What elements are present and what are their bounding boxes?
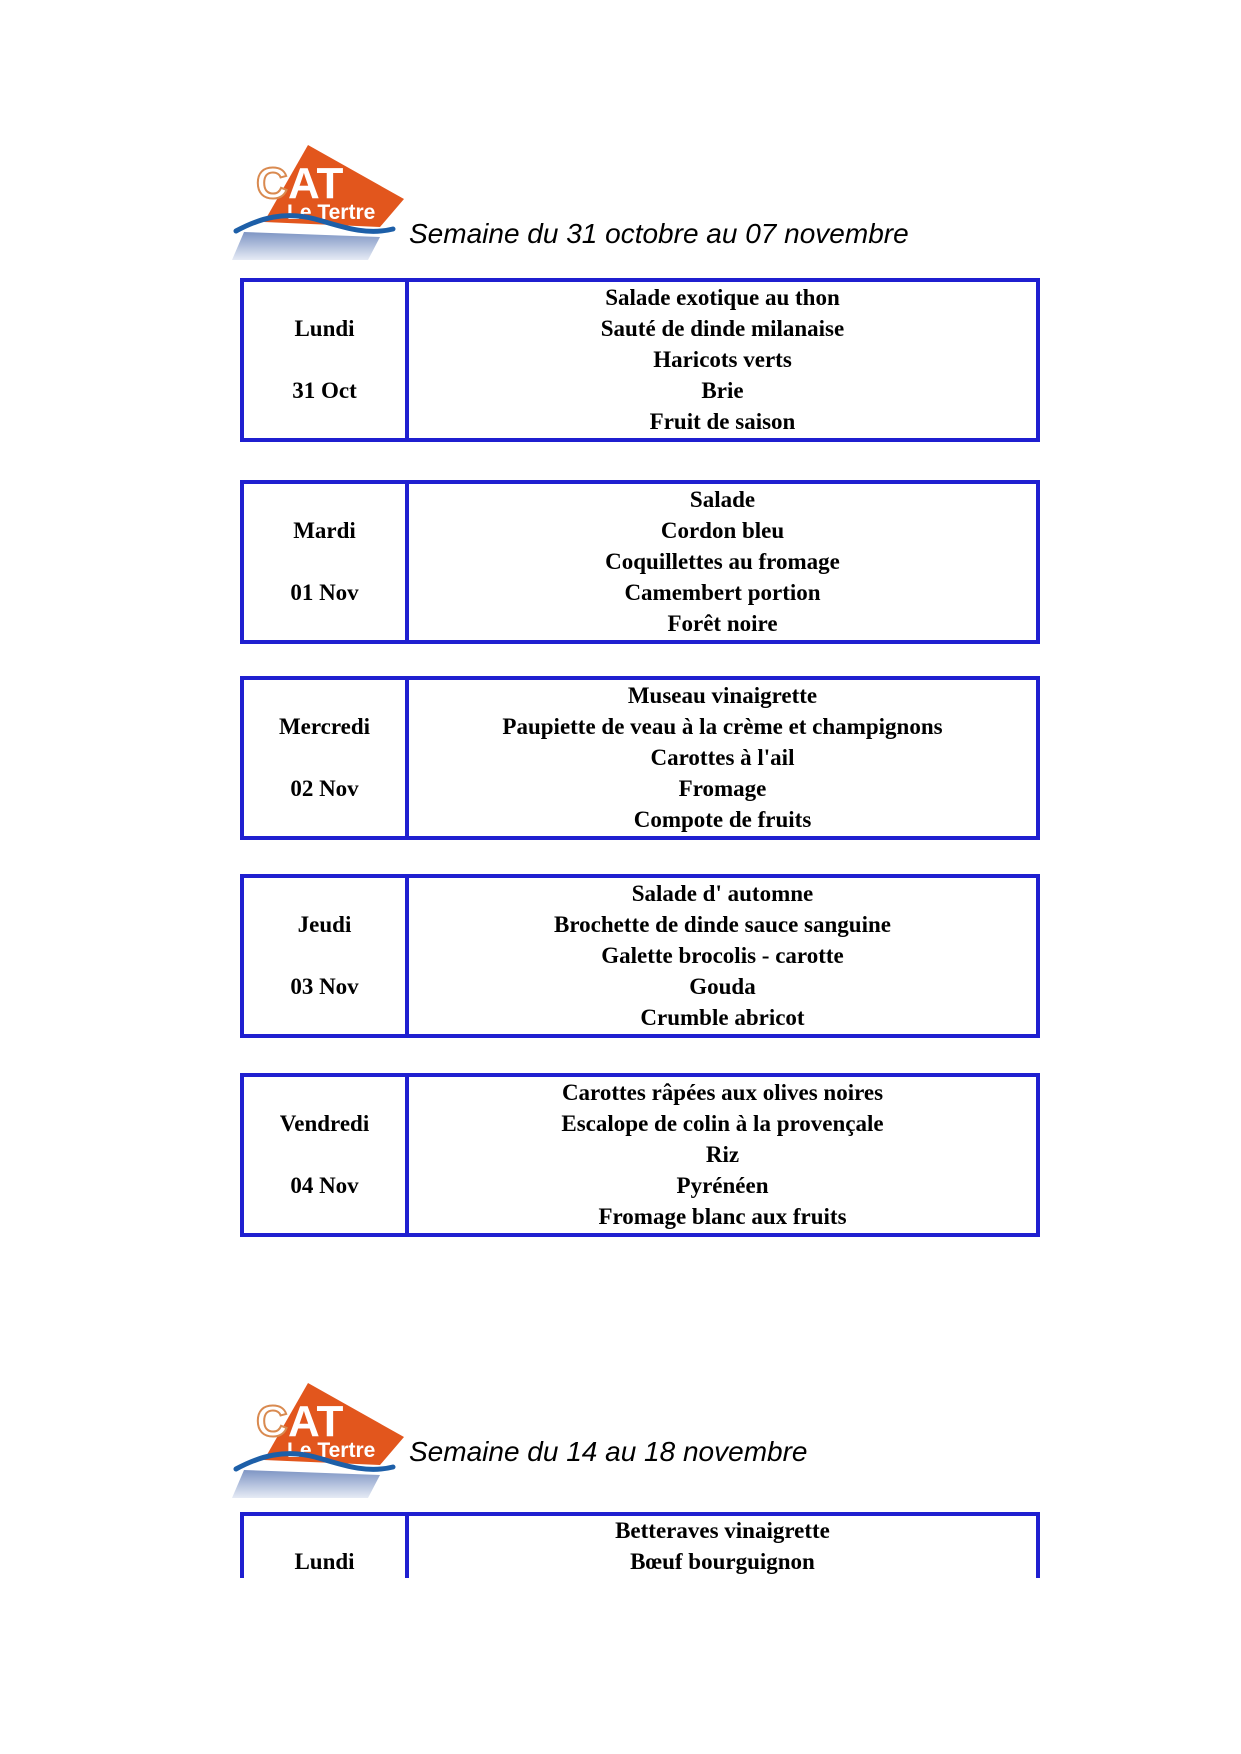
menu-item: Pyrénéen	[676, 1173, 769, 1199]
menu-item: Museau vinaigrette	[627, 682, 818, 708]
day-cell	[244, 1077, 409, 1233]
menu-item: Brochette de dinde sauce sanguine	[554, 911, 891, 937]
logo-c-letter: C	[256, 1397, 288, 1446]
week-title-1: Semaine du 31 octobre au 07 novembre	[409, 218, 909, 249]
cat-le-tertre-logo	[230, 126, 415, 266]
day-cell	[244, 680, 409, 836]
menu-cell	[409, 1077, 1036, 1233]
menu-cell	[409, 282, 1036, 438]
day-name: Lundi	[294, 1549, 355, 1575]
menu-item: Camembert portion	[624, 580, 821, 606]
day-name: Lundi	[294, 315, 355, 341]
week-title-2: Semaine du 14 au 18 novembre	[409, 1436, 808, 1467]
day-cell	[244, 282, 409, 438]
menu-item: Salade exotique au thon	[605, 284, 840, 310]
logo-at-letters: AT	[288, 159, 344, 208]
menu-item: Salade	[689, 486, 756, 512]
menu-item: Cordon bleu	[660, 517, 785, 543]
menu-item: Paupiette de veau à la crème et champignons	[502, 713, 943, 739]
day-cell	[244, 878, 409, 1034]
menu-item: Carottes à l'ail	[650, 744, 795, 770]
menu-item: Carottes râpées aux olives noires	[561, 1079, 884, 1105]
menu-item: Betteraves vinaigrette	[615, 1518, 830, 1544]
menu-item: Compote de fruits	[633, 807, 812, 833]
cat-le-tertre-logo	[230, 1364, 415, 1504]
day-name: Mardi	[293, 517, 356, 543]
menu-item: Crumble abricot	[640, 1005, 805, 1031]
day-date: 04 Nov	[290, 1173, 359, 1199]
day-name: Jeudi	[297, 911, 352, 937]
menu-table-lundi-31oct	[240, 278, 1040, 442]
menu-item: Gouda	[689, 974, 756, 1000]
menu-item: Sauté de dinde milanaise	[600, 315, 845, 341]
day-date: 03 Nov	[290, 974, 359, 1000]
menu-table-mercredi-02nov	[240, 676, 1040, 840]
menu-item: Salade d' automne	[631, 880, 814, 906]
menu-item: Fromage	[678, 776, 767, 802]
menu-item: Coquillettes au fromage	[605, 548, 840, 574]
menu-item: Galette brocolis - carotte	[601, 942, 844, 968]
menu-item: Escalope de colin à la provençale	[561, 1110, 884, 1136]
day-name: Vendredi	[279, 1110, 370, 1136]
menu-cell	[409, 1516, 1036, 1578]
logo-at-letters: AT	[288, 1397, 344, 1446]
day-cell	[244, 484, 409, 640]
menu-item: Fromage blanc aux fruits	[598, 1204, 847, 1230]
logo-swoosh	[232, 1470, 380, 1498]
menu-table-vendredi-04nov	[240, 1073, 1040, 1237]
menu-item: Brie	[701, 378, 744, 404]
day-name: Mercredi	[278, 713, 371, 739]
day-cell	[244, 1516, 409, 1578]
menu-table-jeudi-03nov	[240, 874, 1040, 1038]
menu-cell	[409, 484, 1036, 640]
menu-cell	[409, 878, 1036, 1034]
logo-swoosh	[232, 232, 380, 260]
menu-cell	[409, 680, 1036, 836]
logo-c-letter: C	[256, 159, 288, 208]
day-date: 01 Nov	[290, 580, 359, 606]
menu-table-lundi-14nov-partial	[240, 1512, 1040, 1578]
day-date: 31 Oct	[292, 378, 357, 404]
menu-item: Fruit de saison	[649, 409, 796, 435]
menu-item: Forêt noire	[667, 611, 778, 637]
day-date: 02 Nov	[290, 776, 359, 802]
menu-item: Riz	[705, 1141, 740, 1167]
menu-table-mardi-01nov	[240, 480, 1040, 644]
menu-item: Bœuf bourguignon	[630, 1549, 815, 1575]
logo-subtitle: Le Tertre	[287, 201, 376, 224]
menu-item: Haricots verts	[653, 346, 792, 372]
logo-subtitle: Le Tertre	[287, 1439, 376, 1462]
